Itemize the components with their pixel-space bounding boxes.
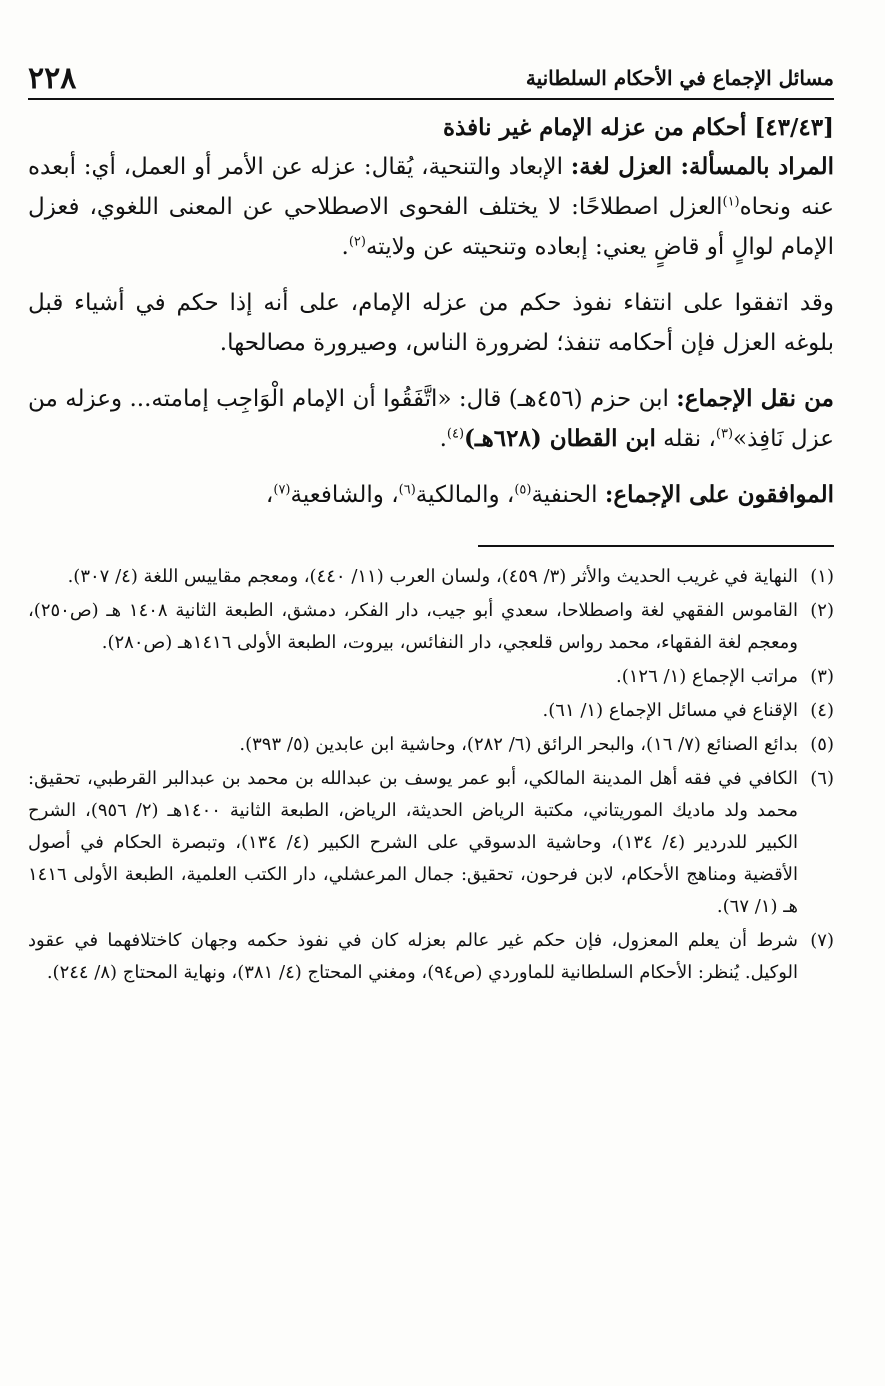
paragraph-lead: من نقل الإجماع: (676, 385, 834, 412)
paragraph-text: . (341, 234, 349, 260)
footnote-divider (478, 545, 834, 547)
footnote-ref-5[interactable]: (٥) (514, 482, 532, 498)
footnote-ref-7[interactable]: (٧) (273, 482, 291, 498)
running-title: مسائل الإجماع في الأحكام السلطانية (525, 66, 834, 90)
footnote-item (28, 661, 834, 693)
footnote-number: (٤) (810, 700, 834, 721)
paragraph-text: العزل اصطلاحًا: لا يختلف الفحوى الاصطلاحي عن المعنى اللغوي، فعزل الإمام لوالٍ أو قاضٍ يعني: إبعاده وتنحيته عن ولايته (28, 194, 834, 260)
footnote-item (28, 729, 834, 761)
paragraph-text: ابن حزم (٤٥٦هـ) قال: «اتَّفَقُوا أن الإمام الْوَاجِب إمامته... وعزله من عزل نَافِذ» (28, 386, 834, 452)
footnote-item (28, 763, 834, 923)
book-page (28, 44, 834, 991)
footnote-ref-2[interactable]: (٢) (348, 234, 366, 250)
footnote-text: القاموس الفقهي لغة واصطلاحا، سعدي أبو جيب، دار الفكر، دمشق، الطبعة الثانية ١٤٠٨ هـ (ص٢٥٠)، ومعجم لغة الفقهاء، محمد رواس قلعجي، دار النفائس، بيروت، الطبعة الأولى ١٤١٦هـ (ص٢٨٠). (28, 600, 798, 653)
header-divider (28, 98, 834, 100)
footnote-number: (٧) (810, 930, 834, 951)
section-title: [٤٣/٤٣] أحكام من عزله الإمام غير نافذة (442, 114, 834, 141)
footnote-text: بدائع الصنائع (٧/ ١٦)، والبحر الرائق (٦/ ٢٨٢)، وحاشية ابن عابدين (٥/ ٣٩٣). (239, 734, 798, 755)
footnote-ref-4[interactable]: (٤) (446, 426, 465, 442)
paragraph-lead: المراد بالمسألة: العزل لغة: (570, 153, 834, 180)
footnote-number: (٥) (810, 734, 834, 755)
scholar-name: ابن القطان (٦٢٨هـ) (464, 425, 656, 452)
paragraph-definition (28, 147, 834, 267)
page-number: ٢٢٨ (28, 61, 77, 96)
footnote-text: الإقناع في مسائل الإجماع (١/ ٦١). (542, 700, 798, 721)
paragraph-transmitters (28, 379, 834, 459)
paragraph-agreeing-schools (28, 475, 834, 515)
paragraph-text: ، والمالكية (415, 482, 515, 508)
footnote-text: مراتب الإجماع (١/ ١٢٦). (616, 666, 798, 687)
paragraph-text: . (439, 426, 447, 452)
footnote-text: الكافي في فقه أهل المدينة المالكي، أبو عمر يوسف بن عبدالله بن محمد بن عبدالبر القرطبي، تحقيق: محمد ولد ماديك الموريتاني، مكتبة الرياض الحديثة، الرياض، الطبعة الثانية ١٤٠٠هـ (٢/ ٩٥٦)، الشرح الكبير للدردير (٤/ ١٣٤)، وحاشية الدسوقي على الشرح الكبير (٤/ ١٣٤)، وتبصرة الحكام في أصول الأقضية ومناهج الأحكام، لابن فرحون، تحقيق: جمال المرعشلي، دار الكتب العلمية، الطبعة الأولى ١٤١٦ هـ (١/ ٦٧). (28, 768, 798, 917)
footnote-number: (٣) (810, 666, 834, 687)
paragraph-lead: الموافقون على الإجماع: (604, 481, 834, 508)
footnote-item (28, 925, 834, 989)
paragraph-text: الإبعاد والتنحية، يُقال: عزله عن الأمر أو العمل، أي: أبعده عنه ونحاه (28, 154, 834, 220)
paragraph-text: ، والشافعية (290, 482, 399, 508)
footnote-text: النهاية في غريب الحديث والأثر (٣/ ٤٥٩)، ولسان العرب (١١/ ٤٤٠)، ومعجم مقاييس اللغة (٤/ ٣٠٧). (67, 566, 798, 587)
footnote-text: شرط أن يعلم المعزول، فإن حكم غير عالم بعزله كان في نفوذ حكمه وجهان كاختلافهما في عقود الوكيل. يُنظر: الأحكام السلطانية للماوردي (ص٩٤)، ومغني المحتاج (٤/ ٣٨١)، ونهاية المحتاج (٨/ ٢٤٤). (28, 930, 798, 983)
footnote-number: (٦) (810, 768, 834, 789)
footnote-item (28, 561, 834, 593)
footnote-item (28, 695, 834, 727)
footnote-number: (٢) (810, 600, 834, 621)
page-header (28, 44, 834, 94)
footnotes (28, 561, 834, 989)
footnote-ref-6[interactable]: (٦) (398, 482, 416, 498)
paragraph-text: الحنفية (531, 482, 605, 508)
paragraph-agreement: وقد اتفقوا على انتفاء نفوذ حكم من عزله الإمام، على أنه إذا حكم في أشياء قبل بلوغه العزل فإن أحكامه تنفذ؛ لضرورة الناس، وصيرورة مصالحها. (28, 290, 834, 356)
paragraph-text: ، نقله (655, 426, 716, 452)
footnote-item (28, 595, 834, 659)
paragraph-text: ، (265, 482, 274, 508)
footnote-ref-1[interactable]: (١) (722, 194, 740, 210)
footnote-number: (١) (810, 566, 834, 587)
footnote-ref-3[interactable]: (٣) (715, 426, 734, 442)
